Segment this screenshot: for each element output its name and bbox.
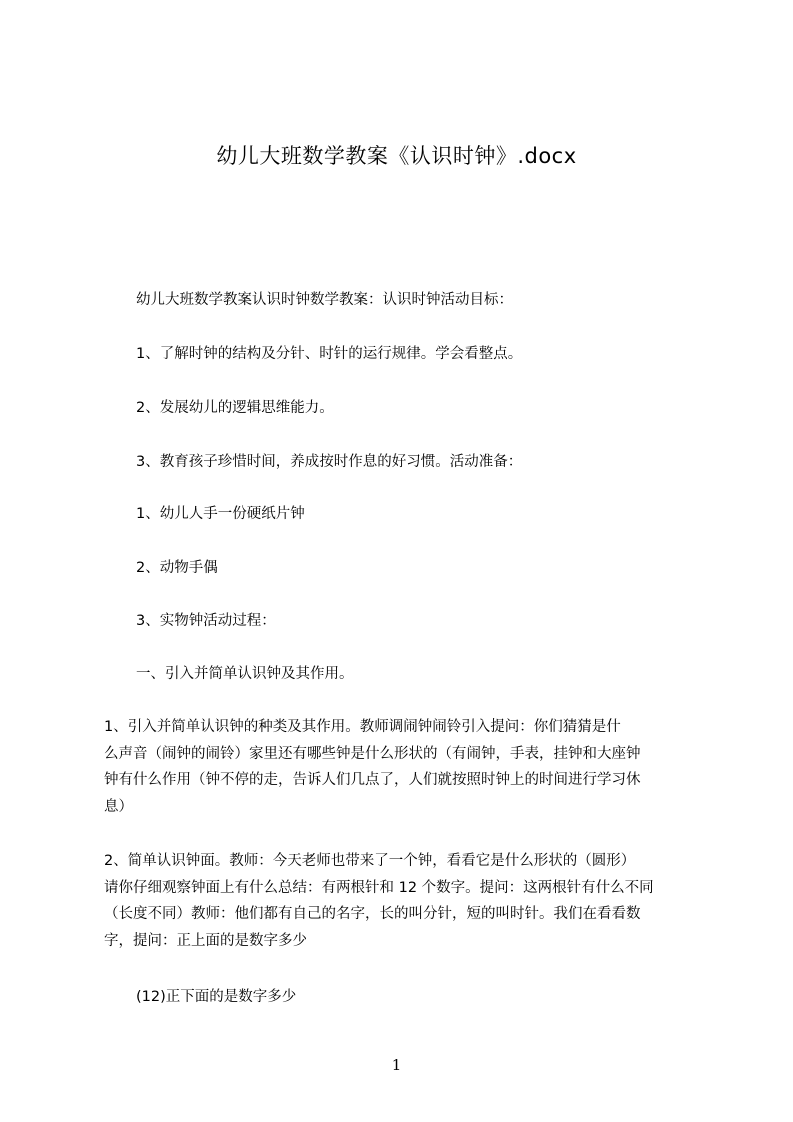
document-title: 幼儿大班数学教案《认识时钟》.docx xyxy=(216,144,577,168)
text-line-goal-3: 3、教育孩子珍惜时间，养成按时作息的好习惯。活动准备： xyxy=(136,454,523,470)
text-line-intro: 幼儿大班数学教案认识时钟数学教案：认识时钟活动目标： xyxy=(136,292,513,308)
page-number: 1 xyxy=(391,1056,402,1074)
paragraph-line: 1、引入并简单认识钟的种类及其作用。教师调闹钟闹铃引入提问：你们猜猜是什 xyxy=(104,719,621,735)
paragraph-step-1 xyxy=(104,714,724,820)
paragraph-line: 钟有什么作用（钟不停的走，告诉人们几点了，人们就按照时钟上的时间进行学习休 xyxy=(104,772,641,788)
text-line-goal-2: 2、发展幼儿的逻辑思维能力。 xyxy=(136,400,334,416)
text-line-prep-3: 3、实物钟活动过程： xyxy=(136,613,276,629)
paragraph-line: 字，提问：正上面的是数字多少 xyxy=(104,932,307,949)
paragraph-line: 请你仔细观察钟面上有什么总结：有两根针和 12 个数字。提问：这两根针有什么不同 xyxy=(104,879,654,896)
paragraph-line: 2、简单认识钟面。教师：今天老师也带来了一个钟，看看它是什么形状的（圆形） xyxy=(104,853,636,869)
text-line-last: (12)正下面的是数字多少 xyxy=(136,989,297,1005)
paragraph-line: 么声音（闹钟的闹铃）家里还有哪些钟是什么形状的（有闹钟，手表，挂钟和大座钟 xyxy=(104,745,641,762)
paragraph-step-2 xyxy=(104,848,724,954)
text-line-goal-1: 1、了解时钟的结构及分针、时针的运行规律。学会看整点。 xyxy=(136,346,523,362)
paragraph-line: （长度不同）教师：他们都有自己的名字，长的叫分针，短的叫时针。我们在看看数 xyxy=(104,906,641,922)
section-heading-1: 一、引入并简单认识钟及其作用。 xyxy=(136,666,354,682)
text-line-prep-2: 2、动物手偶 xyxy=(136,560,218,576)
paragraph-line: 息） xyxy=(104,798,133,815)
text-line-prep-1: 1、幼儿人手一份硬纸片钟 xyxy=(136,506,305,522)
